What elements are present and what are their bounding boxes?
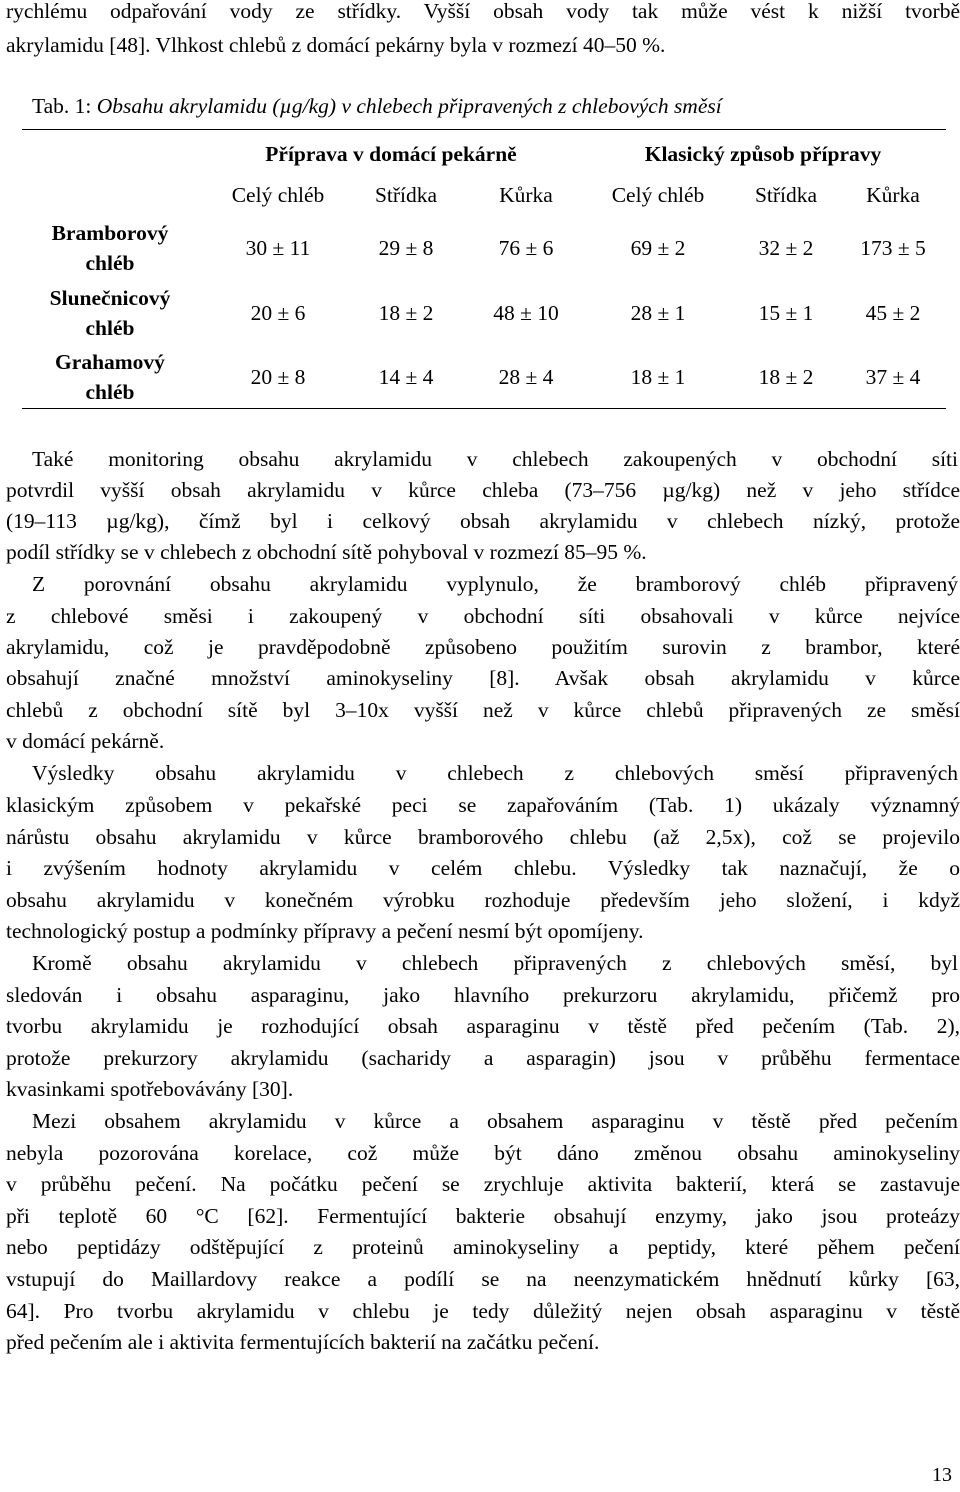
paragraph-line: protože prekurzory akrylamidu (sacharidy a asparagin) jsou v průběhu fermentace xyxy=(6,1046,960,1070)
paragraph-line: obsahu akrylamidu v konečném výrobku rozhoduje především jeho složení, i když xyxy=(6,888,960,912)
table-row-label xyxy=(22,283,198,343)
table-column-header: Kůrka xyxy=(866,183,920,207)
table-column-header: Střídka xyxy=(754,183,818,207)
page-number: 13 xyxy=(932,1464,952,1486)
table-cell: 18 ± 1 xyxy=(630,365,686,389)
table-cell: 32 ± 2 xyxy=(758,236,814,260)
paragraph-line: Z porovnání obsahu akrylamidu vyplynulo, že bramborový chléb připravený xyxy=(32,572,958,596)
paragraph-line: akrylamidu, což je pravděpodobně způsobeno použitím surovin z brambor, které xyxy=(6,635,960,659)
paragraph-line: sledován i obsahu asparaginu, jako hlavního prekurzoru akrylamidu, přičemž pro xyxy=(6,983,960,1007)
row-label-line: Grahamový xyxy=(55,350,165,374)
paragraph-line: v průběhu pečení. Na počátku pečení se zrychluje aktivita bakterií, která se zastavuje xyxy=(6,1172,960,1196)
table-cell: 20 ± 8 xyxy=(250,365,306,389)
paragraph-line: Kromě obsahu akrylamidu v chlebech připravených z chlebových směsí, byl xyxy=(32,951,958,975)
paragraph-line: klasickým způsobem v pekařské peci se zapařováním (Tab. 1) ukázaly významný xyxy=(6,793,960,817)
paragraph-line: chlebů z obchodní sítě byl 3–10x vyšší než v kůrce chlebů připravených ze směsí xyxy=(6,698,960,722)
table-cell: 28 ± 4 xyxy=(498,365,554,389)
table-cell: 37 ± 4 xyxy=(865,365,921,389)
table-cell: 29 ± 8 xyxy=(378,236,434,260)
table-row-label xyxy=(22,218,198,278)
paragraph-line: před pečením ale i aktivita fermentujících bakterií na začátku pečení. xyxy=(6,1330,600,1354)
table-cell: 69 ± 2 xyxy=(630,236,686,260)
row-label-line: Bramborový xyxy=(51,221,169,245)
paragraph-line: nebyla pozorována korelace, což může být dáno změnou obsahu aminokyseliny xyxy=(6,1141,960,1165)
paragraph-line: kvasinkami spotřebovávány [30]. xyxy=(6,1077,294,1101)
table-column-header: Celý chléb xyxy=(231,183,325,207)
paragraph-line: potvrdil vyšší obsah akrylamidu v kůrce chleba (73–756 µg/kg) než v jeho střídce xyxy=(6,478,960,502)
paragraph-line: v domácí pekárně. xyxy=(6,729,165,753)
table-row-label xyxy=(22,347,198,407)
table-cell: 18 ± 2 xyxy=(378,301,434,325)
table-cell: 20 ± 6 xyxy=(250,301,306,325)
table-group-header: Klasický způsob přípravy xyxy=(644,142,882,166)
table-cell: 15 ± 1 xyxy=(758,301,814,325)
intro-line: akrylamidu [48]. Vlhkost chlebů z domácí pekárny byla v rozmezí 40–50 %. xyxy=(6,33,666,57)
table-cell: 28 ± 1 xyxy=(630,301,686,325)
paragraph-line: podíl střídky se v chlebech z obchodní sítě pohyboval v rozmezí 85–95 %. xyxy=(6,540,647,564)
table-cell: 30 ± 11 xyxy=(245,236,311,260)
paragraph-line: Výsledky obsahu akrylamidu v chlebech z chlebových směsí připravených xyxy=(32,761,958,785)
paragraph-line: (19–113 µg/kg), čímž byl i celkový obsah akrylamidu v chlebech nízký, protože xyxy=(6,509,960,533)
table-bottom-rule xyxy=(22,408,946,409)
paragraph-line: z chlebové směsi i zakoupený v obchodní síti obsahovali v kůrce nejvíce xyxy=(6,604,960,628)
paragraph-line: tvorbu akrylamidu je rozhodující obsah asparaginu v těstě před pečením (Tab. 2), xyxy=(6,1014,960,1038)
row-label-line: chléb xyxy=(85,380,135,404)
paragraph-line: nárůstu obsahu akrylamidu v kůrce bramborového chlebu (až 2,5x), což se projevilo xyxy=(6,825,960,849)
table-cell: 45 ± 2 xyxy=(865,301,921,325)
paragraph-line: technologický postup a podmínky přípravy a pečení nesmí být opomíjeny. xyxy=(6,919,644,943)
table-cell: 14 ± 4 xyxy=(378,365,434,389)
table-caption-text: Obsahu akrylamidu (µg/kg) v chlebech připravených z chlebových směsí xyxy=(96,94,722,118)
paragraph-line: 64]. Pro tvorbu akrylamidu v chlebu je tedy důležitý nejen obsah asparaginu v těstě xyxy=(6,1299,960,1323)
table-column-header: Celý chléb xyxy=(611,183,705,207)
table-caption xyxy=(32,91,722,122)
table-cell: 173 ± 5 xyxy=(860,236,926,260)
intro-line: rychlému odpařování vody ze střídky. Vyšší obsah vody tak může vést k nižší tvorbě xyxy=(6,0,960,23)
paragraph-line: nebo peptidázy odštěpující z proteinů aminokyseliny a peptidy, které pěhem pečení xyxy=(6,1235,960,1259)
table-cell: 18 ± 2 xyxy=(758,365,814,389)
paragraph-line: vstupují do Maillardovy reakce a podílí se na neenzymatickém hnědnutí kůrky [63, xyxy=(6,1267,960,1291)
paragraph-line: Také monitoring obsahu akrylamidu v chlebech zakoupených v obchodní síti xyxy=(32,447,958,471)
table-cell: 48 ± 10 xyxy=(493,301,559,325)
paragraph-line: Mezi obsahem akrylamidu v kůrce a obsahem asparaginu v těstě před pečením xyxy=(32,1109,958,1133)
table-column-header: Střídka xyxy=(374,183,438,207)
table-column-header: Kůrka xyxy=(499,183,553,207)
table-caption-label: Tab. 1: xyxy=(32,94,92,118)
paragraph-line: obsahují značné množství aminokyseliny [8]. Avšak obsah akrylamidu v kůrce xyxy=(6,666,960,690)
row-label-line: chléb xyxy=(85,316,135,340)
table-cell: 76 ± 6 xyxy=(498,236,554,260)
table-group-header: Příprava v domácí pekárně xyxy=(265,142,517,166)
table-top-rule xyxy=(22,129,946,130)
row-label-line: chléb xyxy=(85,251,135,275)
paragraph-line: i zvýšením hodnoty akrylamidu v celém chlebu. Výsledky tak naznačují, že o xyxy=(6,856,960,880)
row-label-line: Slunečnicový xyxy=(49,286,171,310)
paragraph-line: při teplotě 60 °C [62]. Fermentující bakterie obsahují enzymy, jako jsou proteázy xyxy=(6,1204,960,1228)
